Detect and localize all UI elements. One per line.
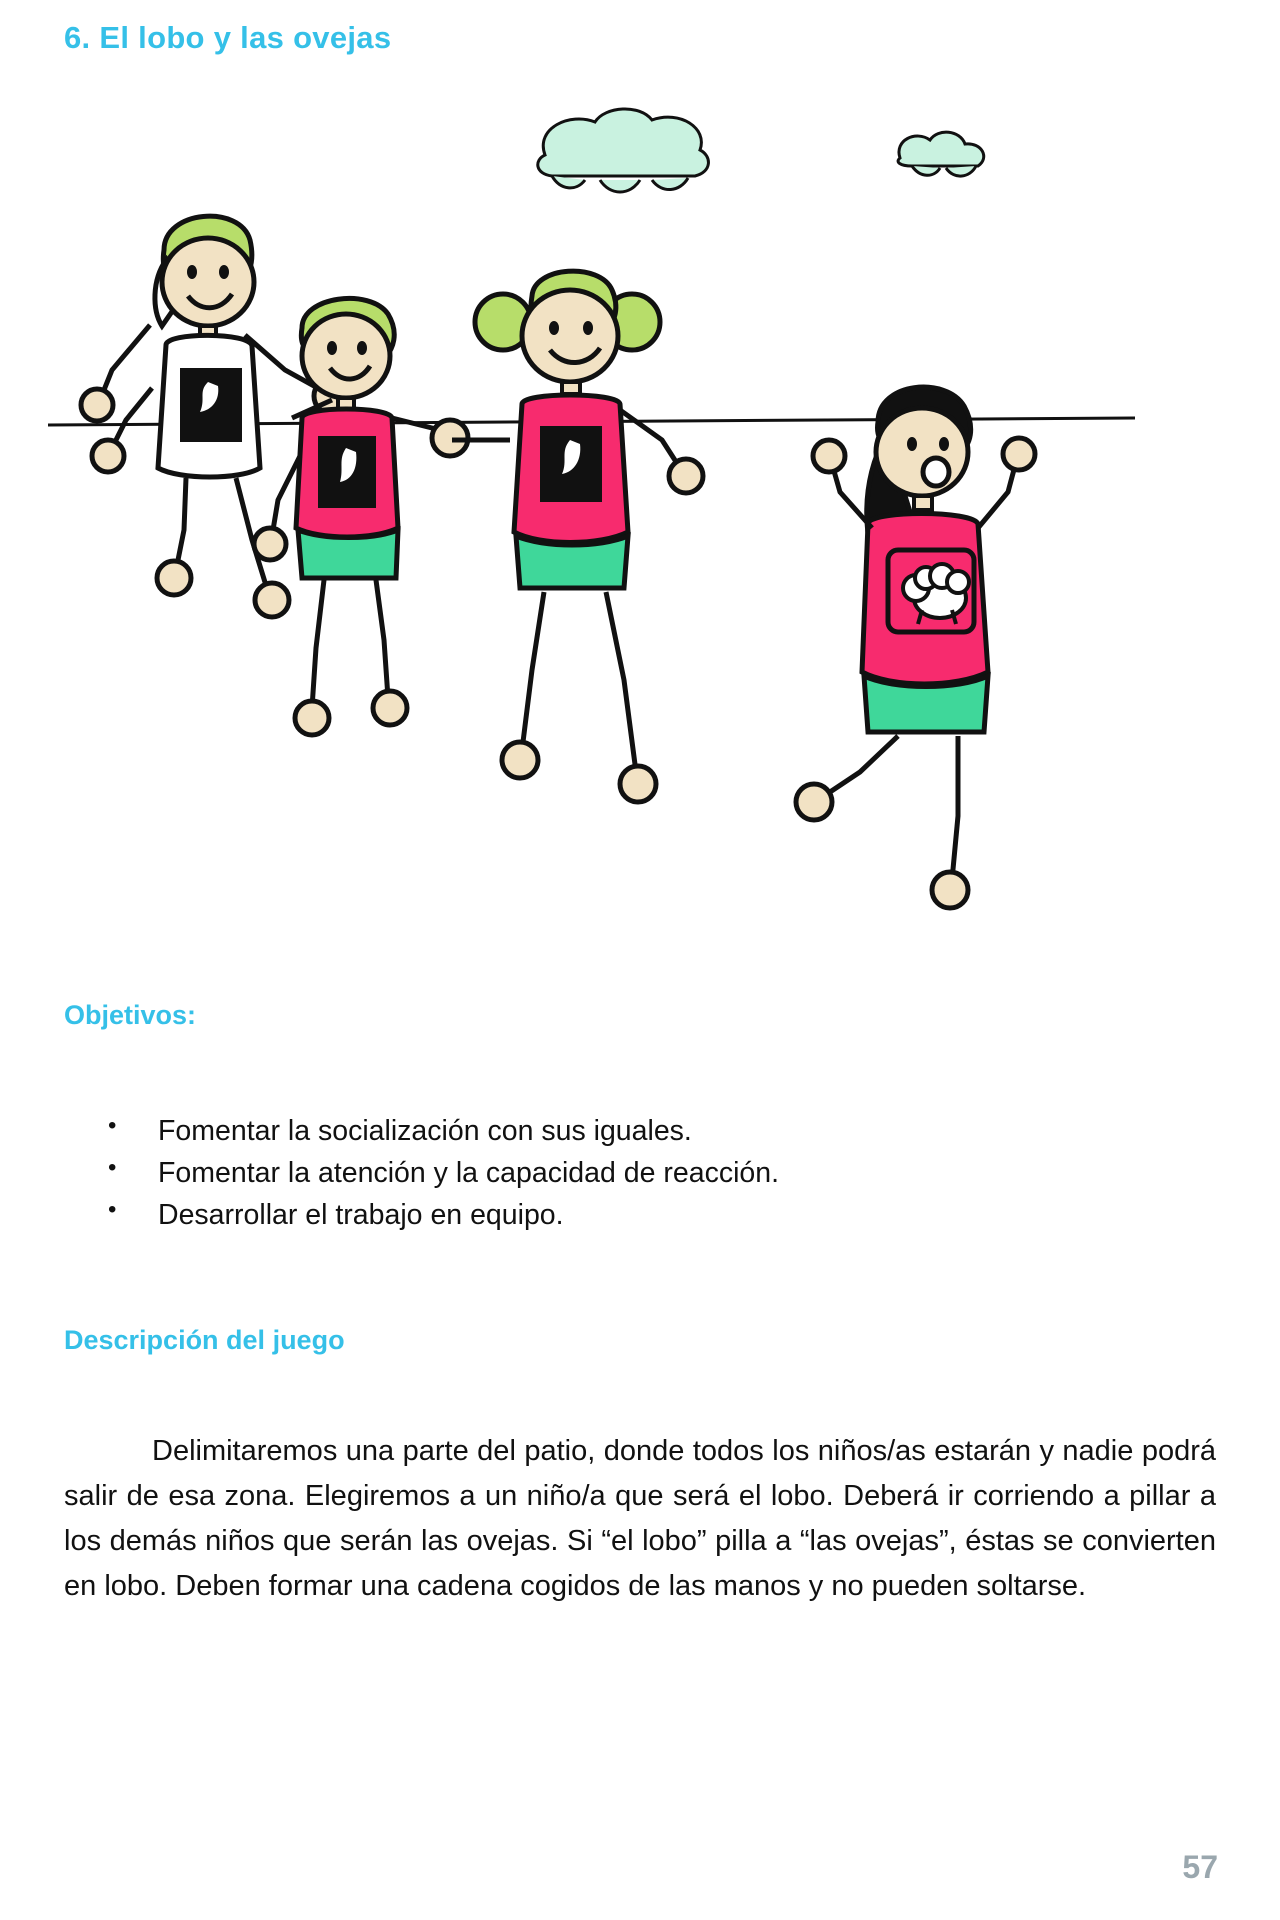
- descripcion-paragraph: Delimitaremos una parte del patio, donde todos los niños/as estarán y nadie podrá salir de esa zona. Elegiremos a un niño/a que será el lobo. Deberá ir corriendo a pillar a los demás niños que serán las ovejas. Si “el lobo” pilla a “las ovejas”, éstas se convierten en lobo. Deben formar una cadena cogidos de las manos y no pueden soltarse.: [64, 1435, 1216, 1602]
- list-item: • Desarrollar el trabajo en equipo.: [96, 1194, 1196, 1236]
- cloud-large-icon: [538, 109, 709, 192]
- page-title: 6. El lobo y las ovejas: [64, 20, 392, 55]
- objetivos-heading: Objetivos:: [64, 1000, 197, 1030]
- child-3: [452, 271, 703, 802]
- child-2: [254, 298, 440, 735]
- page-number: 57: [1182, 1849, 1218, 1885]
- child-4: [796, 387, 1035, 908]
- cloud-small-icon: [898, 132, 984, 176]
- child-1: [81, 216, 325, 617]
- descripcion-heading: Descripción del juego: [64, 1325, 345, 1355]
- list-item: • Fomentar la socialización con sus iguales.: [96, 1110, 1196, 1152]
- objetivos-list: [96, 1110, 1196, 1237]
- children-holding-hands-illustration: [40, 100, 1240, 980]
- list-item: • Fomentar la atención y la capacidad de reacción.: [96, 1152, 1196, 1194]
